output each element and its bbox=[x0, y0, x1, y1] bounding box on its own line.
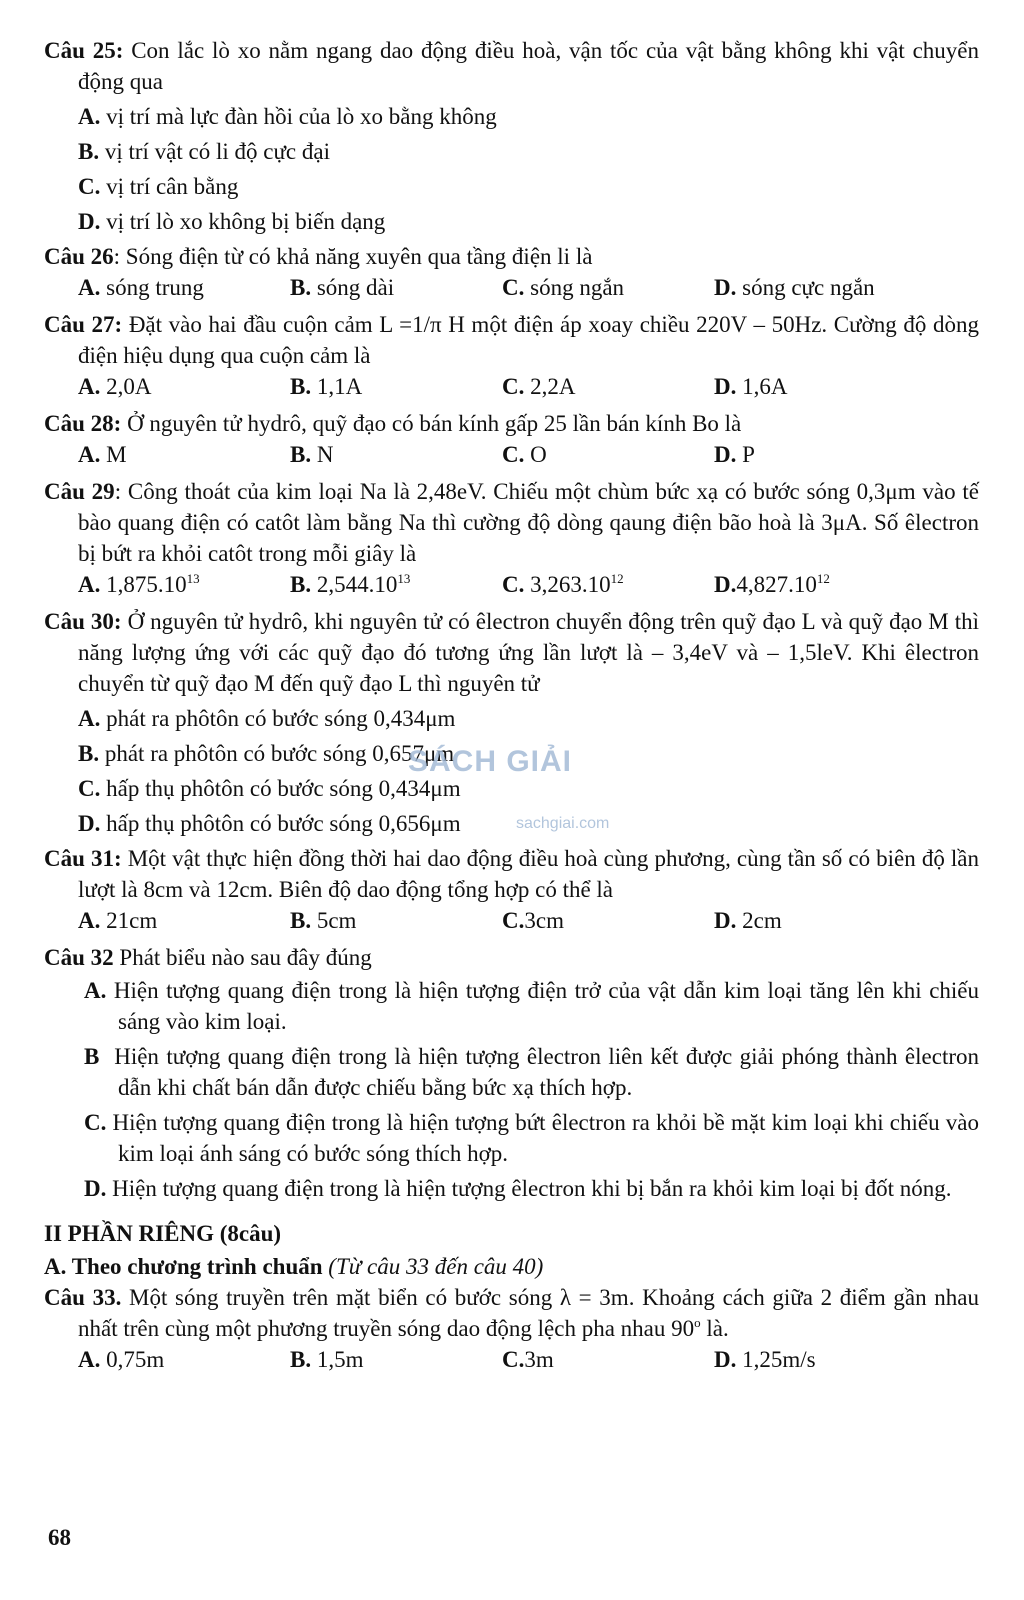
option-letter: A. bbox=[78, 374, 101, 399]
question-25 bbox=[44, 35, 979, 97]
option-text: O bbox=[530, 442, 547, 467]
option-d bbox=[714, 905, 926, 936]
question-text: Đặt vào hai đầu cuộn cảm L =1/π H một điện áp xoay chiều 220V – 50Hz. Cường độ dòng điện hiệu dụng qua cuộn cảm là bbox=[78, 312, 979, 368]
option-text: phát ra phôtôn có bước sóng 0,434μm bbox=[106, 706, 456, 731]
option-letter: A. bbox=[78, 1347, 101, 1372]
option-b bbox=[290, 1344, 502, 1375]
option-letter: A. bbox=[78, 908, 101, 933]
option-letter: A. bbox=[78, 706, 101, 731]
option-text: 2,2A bbox=[530, 374, 576, 399]
option-letter: B. bbox=[290, 908, 312, 933]
option-text: 3m bbox=[524, 1347, 554, 1372]
option-b bbox=[290, 272, 502, 303]
watermark bbox=[408, 745, 610, 832]
option-letter: B. bbox=[290, 442, 312, 467]
question-text: : Công thoát của kim loại Na là 2,48eV. Chiếu một chùm bức xạ có bước sóng 0,3μm vào tế bào quang điện có catôt làm bằng Na thì cường độ dòng qaung điện bão hoà là 3μA. Số êlectron bị bứt ra khỏi catôt trong mỗi giây là bbox=[78, 479, 980, 566]
option-letter: D. bbox=[714, 275, 737, 300]
question-text: Con lắc lò xo nằm ngang dao động điều hoà, vận tốc của vật bằng không khi vật chuyển động qua bbox=[78, 38, 980, 94]
option-letter: A. bbox=[78, 572, 101, 597]
question-page bbox=[44, 35, 979, 1375]
options-row bbox=[44, 905, 979, 936]
subtitle-bold: A. Theo chương trình chuẩn bbox=[44, 1254, 323, 1279]
option-b bbox=[290, 439, 502, 470]
option-text: phát ra phôtôn có bước sóng 0,657μm bbox=[104, 741, 455, 766]
question-number: Câu 28: bbox=[44, 411, 122, 436]
option-letter: D. bbox=[714, 572, 737, 597]
option-a bbox=[44, 703, 979, 734]
options-row bbox=[44, 371, 979, 402]
question-number: Câu 30: bbox=[44, 609, 122, 634]
option-letter: B bbox=[84, 1044, 100, 1069]
question-32 bbox=[44, 942, 979, 973]
option-letter: B. bbox=[78, 139, 100, 164]
question-number: Câu 33. bbox=[44, 1285, 122, 1310]
option-base: 3,263.10 bbox=[530, 572, 611, 597]
option-c bbox=[502, 371, 714, 402]
options-row bbox=[44, 1344, 979, 1375]
option-d bbox=[714, 1344, 926, 1375]
option-letter: A. bbox=[78, 442, 101, 467]
question-33 bbox=[44, 1282, 979, 1344]
question-29 bbox=[44, 476, 979, 569]
question-text: Một sóng truyền trên mặt biển có bước sóng λ = 3m. Khoảng cách giữa 2 điểm gần nhau nhất trên cùng một phương truyền sóng dao động lệch pha nhau 90 bbox=[78, 1285, 980, 1341]
question-30 bbox=[44, 606, 979, 699]
question-number: Câu 25: bbox=[44, 38, 124, 63]
question-26 bbox=[44, 241, 979, 272]
option-text: 1,25m/s bbox=[742, 1347, 816, 1372]
option-c bbox=[44, 171, 979, 202]
option-letter: D. bbox=[714, 1347, 737, 1372]
option-text: M bbox=[106, 442, 127, 467]
option-letter: C. bbox=[502, 275, 525, 300]
option-text: 0,75m bbox=[106, 1347, 165, 1372]
option-base: 4,827.10 bbox=[736, 572, 817, 597]
option-letter: C. bbox=[502, 908, 525, 933]
option-text: vị trí vật có li độ cực đại bbox=[104, 139, 330, 164]
option-text: vị trí mà lực đàn hồi của lò xo bằng không bbox=[106, 104, 497, 129]
question-text-end: là. bbox=[700, 1316, 729, 1341]
option-exponent: 13 bbox=[186, 571, 200, 586]
option-letter: D. bbox=[84, 1176, 107, 1201]
option-exponent: 13 bbox=[397, 571, 411, 586]
page-number: 68 bbox=[48, 1525, 71, 1550]
option-c bbox=[502, 439, 714, 470]
option-text: 1,6A bbox=[742, 374, 788, 399]
question-number: Câu 26 bbox=[44, 244, 114, 269]
option-text: P bbox=[742, 442, 755, 467]
options-row bbox=[44, 569, 979, 600]
option-letter: A. bbox=[78, 104, 101, 129]
option-text: sóng ngắn bbox=[530, 275, 625, 300]
option-letter: C. bbox=[502, 1347, 525, 1372]
option-letter: C. bbox=[502, 572, 525, 597]
option-letter: B. bbox=[290, 275, 312, 300]
option-text: hấp thụ phôtôn có bước sóng 0,656μm bbox=[106, 811, 461, 836]
option-b bbox=[290, 371, 502, 402]
watermark-logo: SÁCH GIẢI bbox=[408, 745, 573, 778]
degree-superscript: o bbox=[694, 1315, 701, 1330]
option-d bbox=[714, 272, 926, 303]
option-letter: A. bbox=[84, 978, 107, 1003]
option-d bbox=[714, 371, 926, 402]
question-number: Câu 29 bbox=[44, 479, 115, 504]
option-a bbox=[78, 371, 290, 402]
option-b bbox=[44, 136, 979, 167]
option-c bbox=[502, 1344, 714, 1375]
question-text: Phát biểu nào sau đây đúng bbox=[119, 945, 372, 970]
question-27 bbox=[44, 309, 979, 371]
question-number: Câu 31: bbox=[44, 846, 122, 871]
option-text: 21cm bbox=[106, 908, 158, 933]
option-text: 5cm bbox=[316, 908, 357, 933]
option-letter: D. bbox=[714, 908, 737, 933]
option-c bbox=[502, 272, 714, 303]
option-a bbox=[78, 569, 290, 600]
option-a bbox=[44, 101, 979, 132]
option-text: 1,1A bbox=[316, 374, 363, 399]
option-text: Hiện tượng quang điện trong là hiện tượng êlectron liên kết được giải phóng thành êlectron dẫn khi chất bán dẫn được chiếu bằng bức xạ thích hợp. bbox=[114, 1044, 979, 1100]
option-d bbox=[44, 808, 979, 839]
option-a bbox=[78, 272, 290, 303]
question-text: Ở nguyên tử hydrô, quỹ đạo có bán kính gấp 25 lần bán kính Bo là bbox=[127, 411, 742, 436]
option-text: 1,5m bbox=[316, 1347, 364, 1372]
option-b bbox=[290, 569, 502, 600]
option-b bbox=[290, 905, 502, 936]
option-text: sóng cực ngắn bbox=[742, 275, 875, 300]
option-text: N bbox=[316, 442, 334, 467]
option-letter: B. bbox=[78, 741, 100, 766]
option-letter: C. bbox=[84, 1110, 107, 1135]
section-subtitle bbox=[44, 1251, 979, 1282]
question-text: : Sóng điện từ có khả năng xuyên qua tầng điện li là bbox=[113, 244, 593, 269]
option-d bbox=[714, 439, 926, 470]
option-letter: C. bbox=[78, 174, 101, 199]
option-exponent: 12 bbox=[610, 571, 624, 586]
option-base: 2,544.10 bbox=[316, 572, 398, 597]
option-c bbox=[502, 905, 714, 936]
option-letter: B. bbox=[290, 572, 312, 597]
option-a bbox=[78, 905, 290, 936]
option-d bbox=[714, 569, 926, 600]
option-letter: D. bbox=[714, 374, 737, 399]
option-d bbox=[44, 1173, 979, 1204]
option-text: 2,0A bbox=[106, 374, 152, 399]
option-text: sóng dài bbox=[316, 275, 395, 300]
question-number: Câu 32 bbox=[44, 945, 114, 970]
option-c bbox=[44, 1107, 979, 1169]
option-letter: B. bbox=[290, 1347, 312, 1372]
option-letter: C. bbox=[78, 776, 101, 801]
watermark-site: sachgiai.com bbox=[516, 815, 610, 832]
option-letter: C. bbox=[502, 442, 525, 467]
question-text: Ở nguyên tử hydrô, khi nguyên tử có êlectron chuyển động trên quỹ đạo L và quỹ đạo M thì năng lượng ứng với các quỹ đạo đó tương ứng lần lượt là – 3,4eV và – 1,5leV. Khi êlectron chuyển từ quỹ đạo M đến quỹ đạo L thì nguyên tử bbox=[78, 609, 980, 696]
option-text: 2cm bbox=[742, 908, 782, 933]
option-text: 3cm bbox=[524, 908, 564, 933]
question-28 bbox=[44, 408, 979, 439]
option-exponent: 12 bbox=[816, 571, 830, 586]
option-base: 1,875.10 bbox=[106, 572, 187, 597]
option-b bbox=[44, 1041, 979, 1103]
option-text: Hiện tượng quang điện trong là hiện tượng điện trở của vật dẫn kim loại tăng lên khi chiếu sáng vào kim loại. bbox=[113, 978, 980, 1034]
section-title: II PHẦN RIÊNG (8câu) bbox=[44, 1221, 282, 1246]
option-letter: D. bbox=[714, 442, 737, 467]
option-text: hấp thụ phôtôn có bước sóng 0,434μm bbox=[106, 776, 461, 801]
option-c bbox=[502, 569, 714, 600]
question-number: Câu 27: bbox=[44, 312, 123, 337]
options-row bbox=[44, 272, 979, 303]
option-a bbox=[78, 439, 290, 470]
option-d bbox=[44, 206, 979, 237]
option-letter: D. bbox=[78, 811, 101, 836]
subtitle-italic: (Từ câu 33 đến câu 40) bbox=[328, 1254, 544, 1279]
option-text: vị trí cân bằng bbox=[106, 174, 239, 199]
option-letter: B. bbox=[290, 374, 312, 399]
option-text: Hiện tượng quang điện trong là hiện tượng êlectron khi bị bắn ra khỏi kim loại bị đốt nóng. bbox=[112, 1176, 952, 1201]
option-letter: C. bbox=[502, 374, 525, 399]
option-letter: A. bbox=[78, 275, 101, 300]
option-text: vị trí lò xo không bị biến dạng bbox=[106, 209, 386, 234]
option-text: sóng trung bbox=[106, 275, 204, 300]
options-row bbox=[44, 439, 979, 470]
option-a bbox=[78, 1344, 290, 1375]
question-text: Một vật thực hiện đồng thời hai dao động điều hoà cùng phương, cùng tần số có biên độ lần lượt là 8cm và 12cm. Biên độ dao động tổng hợp có thể là bbox=[78, 846, 980, 902]
option-letter: D. bbox=[78, 209, 101, 234]
question-31 bbox=[44, 843, 979, 905]
option-text: Hiện tượng quang điện trong là hiện tượng bứt êlectron ra khỏi bề mặt kim loại khi chiếu vào kim loại ánh sáng có bước sóng thích hợp. bbox=[112, 1110, 979, 1166]
option-a bbox=[44, 975, 979, 1037]
